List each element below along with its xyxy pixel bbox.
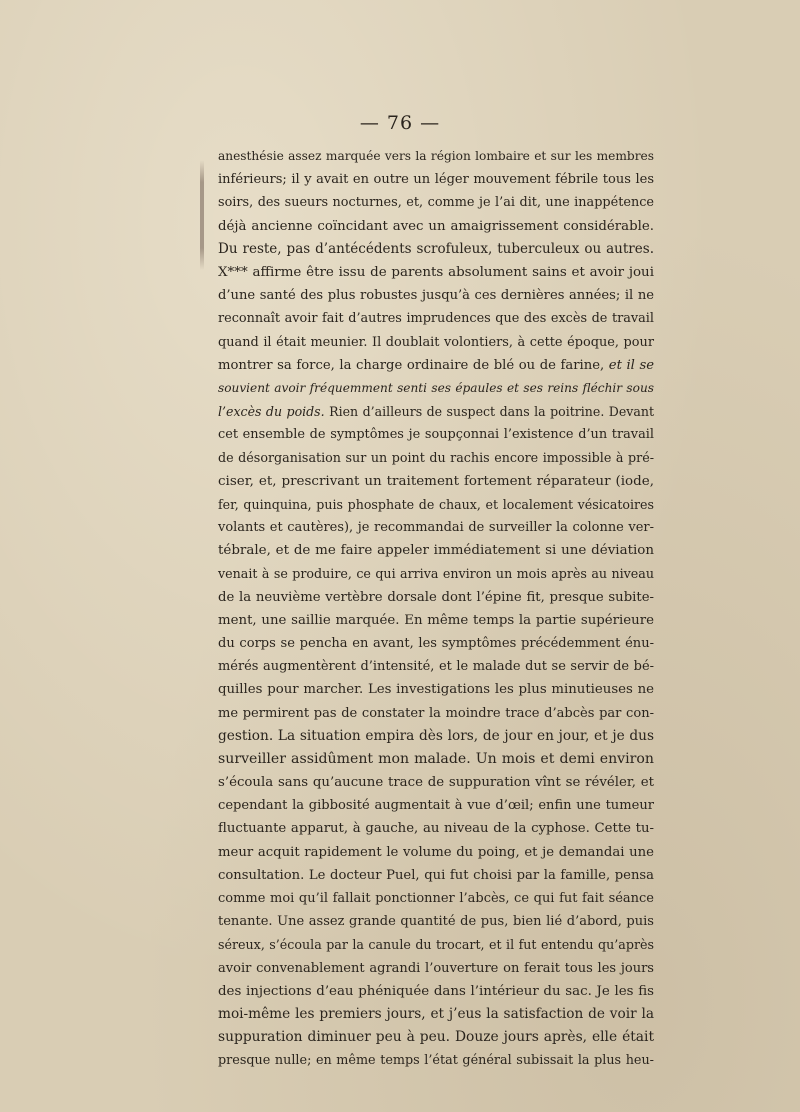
text-line: d’une santé des plus robustes jusqu’à ces dernières années; il ne	[218, 288, 654, 304]
margin-mark	[200, 160, 204, 270]
text-line: presque nulle; en même temps l’état général subissait la plus heu-	[218, 1053, 654, 1069]
text-line: fluctuante apparut, à gauche, au niveau de la cyphose. Cette tu-	[218, 821, 654, 837]
text-line: surveiller assidûment mon malade. Un mois et demi environ	[218, 750, 654, 767]
text-line: soirs, des sueurs nocturnes, et, comme je l’ai dit, une inappétence	[218, 195, 654, 211]
text-line: fer, quinquina, puis phosphate de chaux, et localement vésicatoires	[218, 496, 654, 512]
text-line: moi-même les premiers jours, et j’eus la satisfaction de voir la	[218, 1005, 654, 1022]
text-line: déjà ancienne coïncidant avec un amaigrissement considérable.	[218, 218, 654, 234]
text-line: anesthésie assez marquée vers la région lombaire et sur les membres	[218, 149, 654, 163]
text-line: ciser, et, prescrivant un traitement fortement réparateur (iode,	[218, 473, 654, 489]
text-line: suppuration diminuer peu à peu. Douze jours après, elle était	[218, 1029, 654, 1046]
text-line: des injections d’eau phéniquée dans l’intérieur du sac. Je les fis	[218, 983, 654, 999]
text-line: de la neuvième vertèbre dorsale dont l’épine fit, presque subite-	[218, 589, 654, 605]
text-line: consultation. Le docteur Puel, qui fut choisi par la famille, pensa	[218, 867, 654, 883]
text-line: me permirent pas de constater la moindre trace d’abcès par con-	[218, 705, 654, 721]
italic-span: l’excès du poids.	[218, 404, 325, 420]
page-number: — 76 —	[359, 112, 441, 134]
text-span: Rien d’ailleurs de suspect dans la poitrine. Devant	[324, 404, 655, 420]
text-line	[218, 354, 654, 377]
text-span: montrer sa force, la charge ordinaire de blé ou de farine,	[218, 357, 609, 373]
text-line: tébrale, et de me faire appeler immédiatement si une déviation	[218, 543, 654, 559]
text-line: séreux, s’écoula par la canule du trocart, et il fut entendu qu’après	[218, 937, 654, 953]
text-line: de désorganisation sur un point du rachis encore impossible à pré-	[218, 450, 654, 466]
text-line: meur acquit rapidement le volume du poing, et je demandai une	[218, 844, 654, 860]
text-line: tenante. Une assez grande quantité de pus, bien lié d’abord, puis	[218, 914, 654, 930]
italic-span: et il se	[608, 357, 654, 373]
text-line: avoir convenablement agrandi l’ouverture on ferait tous les jours	[218, 960, 654, 976]
body-text	[218, 145, 654, 1073]
text-line: gestion. La situation empira dès lors, de jour en jour, et je dus	[218, 727, 654, 744]
text-line: X*** affirme être issu de parents absolument sains et avoir joui	[218, 264, 654, 280]
text-line: reconnaît avoir fait d’autres imprudences que des excès de travail	[218, 311, 654, 327]
text-line: cet ensemble de symptômes je soupçonnai l’existence d’un travail	[218, 427, 654, 443]
text-line: volants et cautères), je recommandai de surveiller la colonne ver-	[218, 520, 654, 535]
text-line: quand il était meunier. Il doublait volontiers, à cette époque, pour	[218, 334, 654, 350]
text-line: ment, une saillie marquée. En même temps la partie supérieure	[218, 612, 654, 628]
text-line: Du reste, pas d’antécédents scrofuleux, tuberculeux ou autres.	[218, 240, 654, 257]
text-line: cependant la gibbosité augmentait à vue d’œil; enfin une tumeur	[218, 798, 654, 814]
text-line-italic: souvient avoir fréquemment senti ses épaules et ses reins fléchir sous	[218, 380, 654, 395]
text-line: comme moi qu’il fallait ponctionner l’abcès, ce qui fut fait séance	[218, 891, 654, 906]
text-line: mérés augmentèrent d’intensité, et le malade dut se servir de bé-	[218, 659, 654, 675]
text-line: venait à se produire, ce qui arriva environ un mois après au niveau	[218, 566, 654, 582]
text-line: s’écoula sans qu’aucune trace de suppuration vînt se révéler, et	[218, 775, 654, 791]
text-line: quilles pour marcher. Les investigations les plus minutieuses ne	[218, 682, 654, 698]
text-line: inférieurs; il y avait en outre un léger mouvement fébrile tous les	[218, 172, 654, 188]
text-line: du corps se pencha en avant, les symptômes précédemment énu-	[218, 635, 654, 651]
text-line	[218, 400, 654, 423]
